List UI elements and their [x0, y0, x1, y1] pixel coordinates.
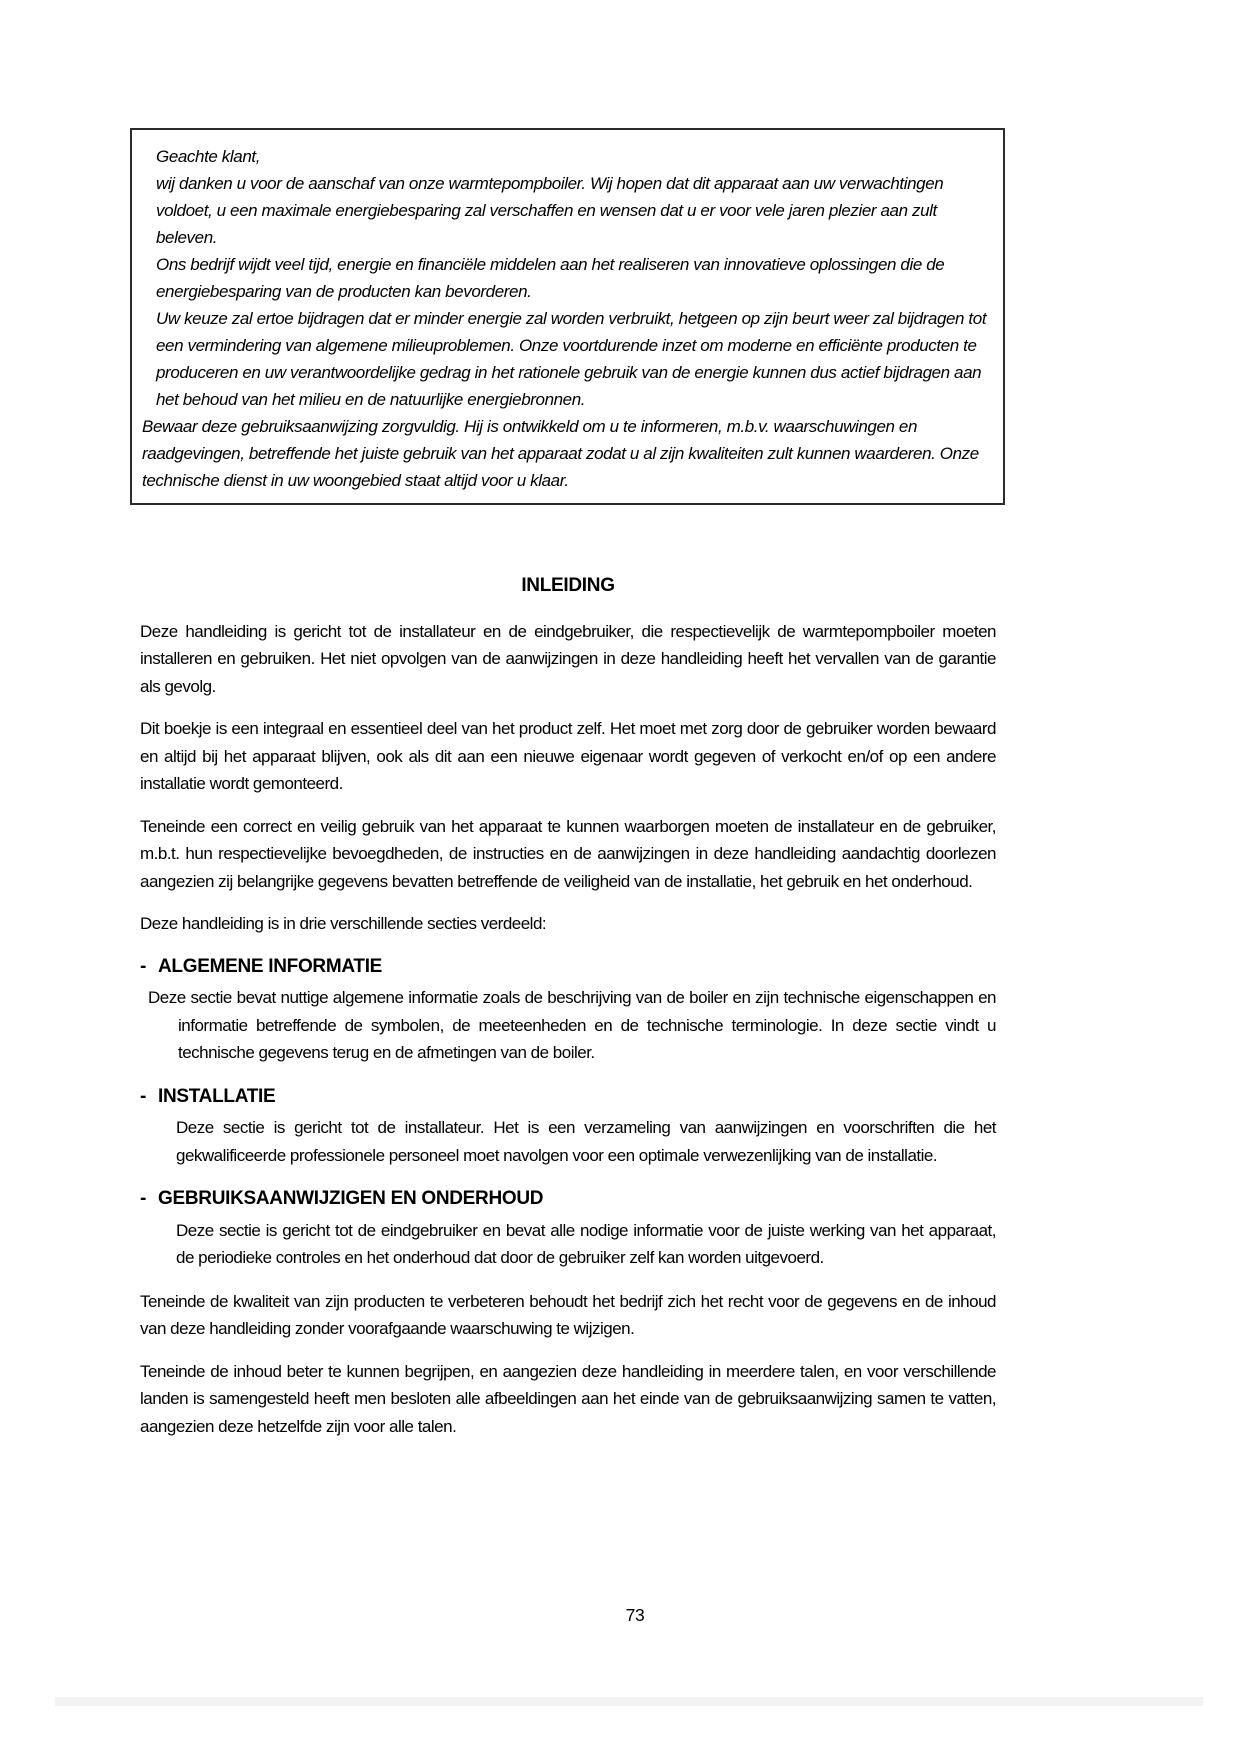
intro-paragraph: Uw keuze zal ertoe bijdragen dat er minder energie zal worden verbruikt, hetgeen op zijn beurt weer zal bijdragen tot een vermindering van algemene milieuproblemen. Onze voortdurende inzet om moderne en efficiënte producten te produceren en uw verantwoordelijke gedrag in het rationele gebruik van de energie kunnen dus actief bijdragen aan het behoud van het milieu en de natuurlijke energiebronnen. — [156, 309, 987, 409]
section-installatie — [140, 1083, 996, 1170]
section-title: INSTALLATIE — [158, 1085, 276, 1107]
page-number: 73 — [625, 1605, 645, 1625]
section-title-row — [140, 1083, 996, 1111]
intro-paragraph: Ons bedrijf wijdt veel tijd, energie en financiële middelen aan het realiseren van innovatieve oplossingen die de energiebesparing van de producten kan bevorderen. — [156, 255, 945, 301]
section-body: Deze sectie bevat nuttige algemene informatie zoals de beschrijving van de boiler en zijn technische eigenschappen en informatie betreffende de symbolen, de meeteenheden en de technische terminologie. In deze sectie vindt u technische gegevens terug en de afmetingen van de boiler. — [148, 988, 996, 1062]
body-paragraph: Teneinde een correct en veilig gebruik van het apparaat te kunnen waarborgen moeten de installateur en de gebruiker, m.b.t. hun respectievelijke bevoegdheden, de instructies en de aanwijzingen in deze handleiding aandachtig doorlezen aangezien zij belangrijke gegevens bevatten betreffende de veiligheid van de installatie, het gebruik en het onderhoud. — [140, 816, 996, 891]
section-body: Deze sectie is gericht tot de installateur. Het is een verzameling van aanwijzingen en voorschriften die het gekwalificeerde professionele personeel moet navolgen voor een optimale verwezenlijking van de installatie. — [176, 1118, 996, 1165]
dash-bullet: - — [140, 1085, 147, 1107]
section-body: Deze sectie is gericht tot de eindgebruiker en bevat alle nodige informatie voor de juiste werking van het apparaat, de periodieke controles en het onderhoud dat door de gebruiker zelf kan worden uitgevoerd. — [176, 1220, 996, 1267]
section-title-row — [140, 1185, 996, 1213]
intro-paragraph: wij danken u voor de aanschaf van onze warmtepompboiler. Wij hopen dat dit apparaat aan uw verwachtingen voldoet, u een maximale energiebesparing zal verschaffen en wensen dat u er voor vele jaren plezier aan zult beleven. — [156, 174, 944, 247]
intro-paragraph: Bewaar deze gebruiksaanwijzing zorgvuldig. Hij is ontwikkeld om u te informeren, m.b.v. waarschuwingen en raadgevingen, betreffende het juiste gebruik van het apparaat zodat u al zijn kwaliteiten zult kunnen waarderen. Onze technische dienst in uw woongebied staat altijd voor u klaar. — [142, 417, 979, 490]
dash-bullet: - — [140, 955, 147, 977]
page-heading: INLEIDING — [521, 575, 615, 596]
body-paragraph: Teneinde de inhoud beter te kunnen begrijpen, en aangezien deze handleiding in meerdere talen, en voor verschillende landen is samengesteld heeft men besloten alle afbeeldingen aan het einde van de gebruiksaanwijzing samen te vatten, aangezien deze hetzelfde zijn voor alle talen. — [140, 1361, 996, 1436]
body-paragraph-sections-intro: Deze handleiding is in drie verschillende secties verdeeld: — [140, 914, 547, 933]
body-paragraph: Teneinde de kwaliteit van zijn producten te verbeteren behoudt het bedrijf zich het recht voor de gegevens en de inhoud van deze handleiding zonder voorafgaande waarschuwing te wijzigen. — [140, 1291, 996, 1338]
body-paragraph: Dit boekje is een integraal en essentieel deel van het product zelf. Het moet met zorg door de gebruiker worden bewaard en altijd bij het apparaat blijven, ook als dit aan een nieuwe eigenaar wordt gegeven of verkocht en/of op een andere installatie wordt gemonteerd. — [140, 719, 996, 793]
section-algemene-informatie — [140, 953, 996, 1067]
section-title-row — [140, 953, 996, 981]
intro-box — [130, 128, 1005, 505]
body-paragraph: Deze handleiding is gericht tot de installateur en de eindgebruiker, die respectievelijk de warmtepompboiler moeten installeren en gebruiken. Het niet opvolgen van de aanwijzingen in deze handleiding heeft het vervallen van de garantie als gevolg. — [140, 621, 996, 696]
intro-paragraph-greeting: Geachte klant, — [156, 147, 261, 166]
dash-bullet: - — [140, 1188, 147, 1209]
section-gebruiksaanwijzigen-en-onderhoud — [140, 1185, 996, 1272]
main-content — [140, 572, 996, 1455]
footer-divider — [55, 1697, 1203, 1706]
section-title: GEBRUIKSAANWIJZIGEN EN ONDERHOUD — [158, 1188, 544, 1209]
section-title: ALGEMENE INFORMATIE — [158, 955, 383, 977]
